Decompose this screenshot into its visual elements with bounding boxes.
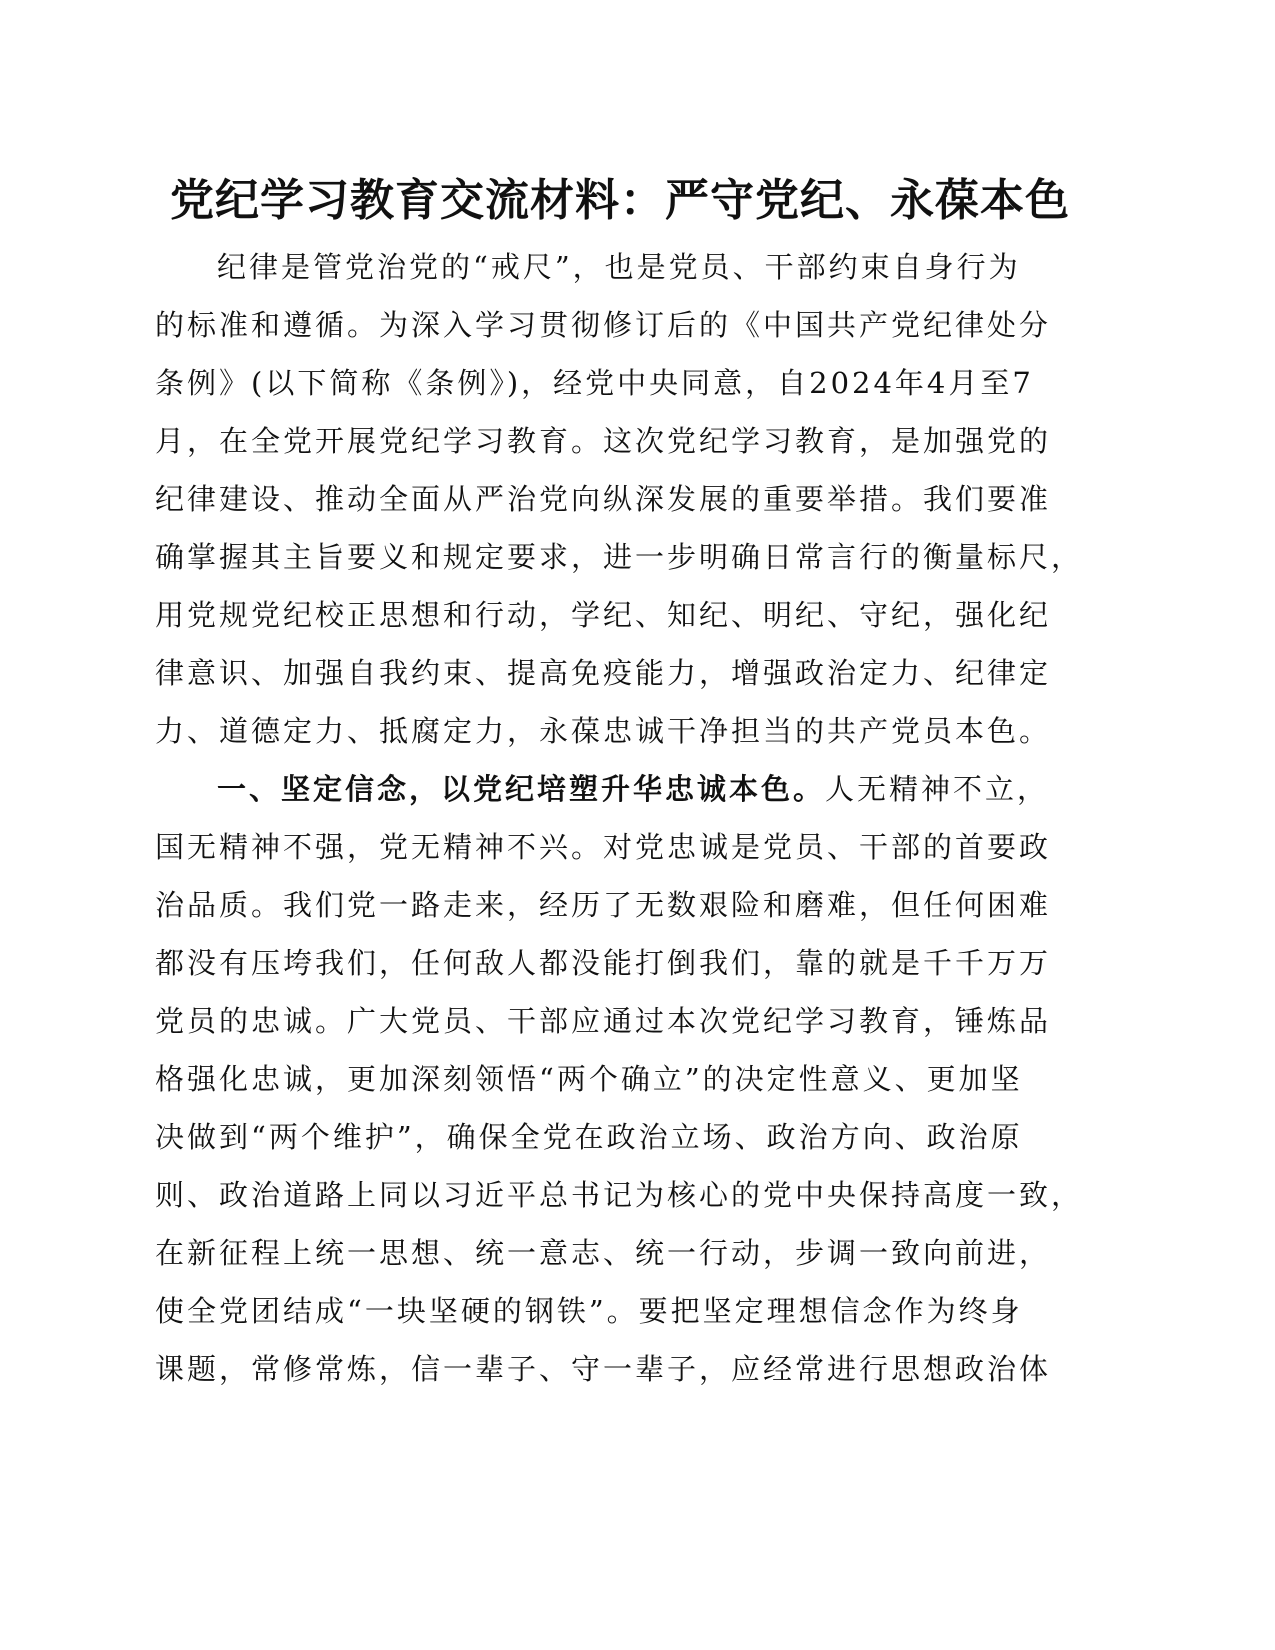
section-heading: 一、坚定信念，以党纪培塑升华忠诚本色。 <box>217 772 826 806</box>
paragraph-2-line: 都没有压垮我们，任何敌人都没能打倒我们，靠的就是千千万万 <box>155 946 1052 980</box>
paragraph-2-line: 格强化忠诚，更加深刻领悟“两个确立”的决定性意义、更加坚 <box>155 1062 1023 1096</box>
paragraph-2-line: 决做到“两个维护”，确保全党在政治立场、政治方向、政治原 <box>155 1120 1023 1154</box>
paragraph-1-line: 力、道德定力、抵腐定力，永葆忠诚干净担当的共产党员本色。 <box>155 714 1052 748</box>
paragraph-2-line: 使全党团结成“一块坚硬的钢铁”。要把坚定理想信念作为终身 <box>155 1294 1023 1328</box>
paragraph-2-line: 党员的忠诚。广大党员、干部应通过本次党纪学习教育，锤炼品 <box>155 1004 1052 1038</box>
paragraph-1-line: 条例》(以下简称《条例》)，经党中央同意，自2024年4月至7 <box>155 366 1034 400</box>
paragraph-1-line: 的标准和遵循。为深入学习贯彻修订后的《中国共产党纪律处分 <box>155 308 1052 342</box>
paragraph-2-line: 治品质。我们党一路走来，经历了无数艰险和磨难，但任何困难 <box>155 888 1052 922</box>
paragraph-1-line: 律意识、加强自我约束、提高免疫能力，增强政治定力、纪律定 <box>155 656 1052 690</box>
document-title: 党纪学习教育交流材料：严守党纪、永葆本色 <box>170 175 1070 226</box>
paragraph-2-line: 在新征程上统一思想、统一意志、统一行动，步调一致向前进， <box>155 1236 1052 1270</box>
paragraph-1-line: 月，在全党开展党纪学习教育。这次党纪学习教育，是加强党的 <box>155 424 1052 458</box>
paragraph-2-line: 则、政治道路上同以习近平总书记为核心的党中央保持高度一致， <box>155 1178 1084 1212</box>
paragraph-2-line: 国无精神不强，党无精神不兴。对党忠诚是党员、干部的首要政 <box>155 830 1052 864</box>
paragraph-1-line: 纪律是管党治党的“戒尺”，也是党员、干部约束自身行为 <box>217 250 1021 284</box>
paragraph-1-line: 纪律建设、推动全面从严治党向纵深发展的重要举措。我们要准 <box>155 482 1052 516</box>
paragraph-1-line: 用党规党纪校正思想和行动，学纪、知纪、明纪、守纪，强化纪 <box>155 598 1052 632</box>
paragraph-2-first-line <box>155 760 1105 818</box>
paragraph-2-first-line-text: 人无精神不立， <box>825 772 1050 806</box>
document-body <box>155 238 1105 1398</box>
paragraph-1-line: 确掌握其主旨要义和规定要求，进一步明确日常言行的衡量标尺， <box>155 540 1084 574</box>
paragraph-2-line: 课题，常修常炼，信一辈子、守一辈子，应经常进行思想政治体 <box>155 1352 1052 1386</box>
